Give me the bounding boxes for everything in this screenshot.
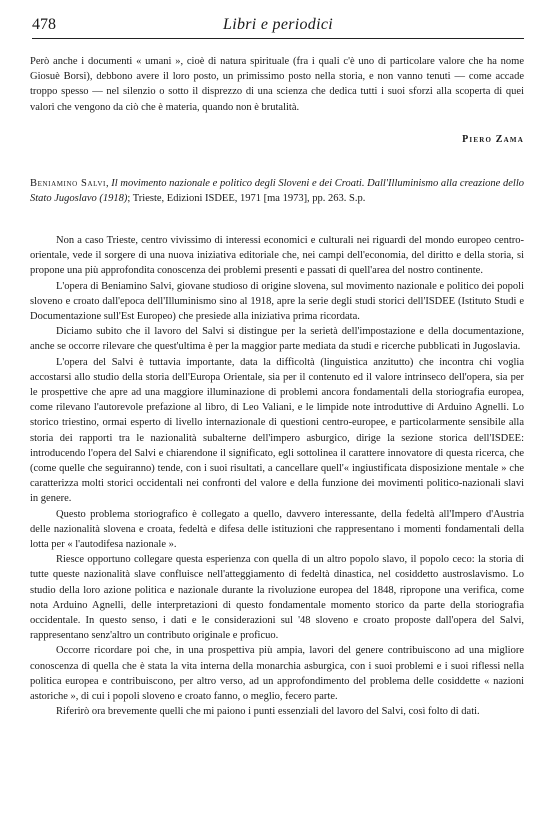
running-title: Libri e periodici <box>223 16 333 33</box>
previous-review-paragraph: Però anche i documenti « umani », cioè di natura spirituale (fra i quali c'è uno di particolare valore che ha nome Giosuè Borsi), debbono avere il loro posto, un primissimo posto nella storia, e non vanno tenuti — come accade troppo spesso — nel silenzio o sotto il disprezzo di una scienza che dedica tutti i suoi sforzi alla scoperta di quei valori che vengono da ciò che è materia, quando non è brutalità. <box>30 56 524 113</box>
review-paragraph: Non a caso Trieste, centro vivissimo di interessi economici e culturali nei riguardi del mondo europeo centro-orientale, vede il sorgere di una nuova iniziativa editoriale che, nei campi dell'economia, del diritto e della storia, si propone una più approfondita conoscenza dei problemi presenti e passati di quell'area del nostro continente. <box>30 235 524 277</box>
previous-review-ending <box>30 54 524 115</box>
reviewed-book-author: Beniamino Salvi <box>30 178 106 189</box>
review-citation: Beniamino Salvi, Il movimento nazionale e politico degli Sloveni e dei Croati. Dall'Illuminismo alla creazione dello Stato Jugoslavo (1918); Trieste, Edizioni ISDEE, 1971 [ma 1973], pp. 263. S.p. <box>30 178 525 204</box>
review-paragraph: L'opera di Beniamino Salvi, giovane studioso di origine slovena, sul movimento nazionale e politico dei popoli sloveno e croato dall'epoca dell'Illuminismo sino al 1918, apre la serie degli studi storici dell'ISDEE (Istituto Studi e Documentazione sull'Est Europeo) che presiede alla iniziativa prima ricordata. <box>30 280 524 323</box>
review-paragraph: L'opera del Salvi è tuttavia importante, data la difficoltà (linguistica anzitutto) che incontra chi voglia accostarsi allo studio della storia dell'Europa Orientale, sia per il contenuto ed il valore intrinseco dell'opera, sia per le prospettive che apre ad una maggiore illuminazione di problemi ancora fondamentali della storiografia europea, come rilevano l'autorevole prefazione al libro, di Leo Valiani, e le limpide note introduttive di Arduino Agnelli. Lo storico triestino, ormai esperto di livello internazionale di questioni centro-europee, e particolarmente sensibile alla storia dei rapporti tra le nazionalità subalterne dell'impero asburgico, dirige la sezione storica dell'ISDEE: introducendo l'opera del Salvi e chiarendone il significato, egli sottolinea il carattere innovatore di questa ricerca, che (come quelle che seguiranno) tende, con i suoi risultati, a cancellare quell'« ingiustificata disposizione mentale » che caratterizza molti storici occidentali nei confronti del valore e della funzione dei movimenti politico-nazionali slavi in genere. <box>30 356 524 505</box>
review-paragraph: Questo problema storiografico è collegato a quello, davvero interessante, della fedeltà all'Impero d'Austria delle nazionalità slovena e croata, fedeltà e difesa delle istituzioni che rappresentano i momenti fondamentali della lotta per « l'autodifesa nazionale ». <box>30 508 524 551</box>
reviewed-book-title: Il movimento nazionale e politico degli Sloveni e dei Croati. Dall'Illuminismo alla creazione dello Stato Jugoslavo (1918) <box>30 178 525 204</box>
reviewer-signature: Piero Zama <box>462 134 524 145</box>
review-paragraph: Diciamo subito che il lavoro del Salvi si distingue per la serietà dell'impostazione e della documentazione, anche se occorre rilevare che quest'ultima è per la maggior parte mediata da studi e ricerche pubblicati in Jugoslavia. <box>30 326 524 353</box>
review-paragraph: Riferirò ora brevemente quelli che mi paiono i punti essenziali del lavoro del Salvi, così folto di dati. <box>56 706 480 718</box>
review-paragraph: Occorre ricordare poi che, in una prospettiva più ampia, lavori del genere contribuiscono ad una migliore conoscenza di quella che è stata la vita interna della monarchia asburgica, con i suoi problemi e i suoi riflessi nella politica europea e contribuiscono, per altro verso, ad un approfondimento del problema delle cosiddette « nazioni astoriche », di cui i popoli sloveno e croato fanno, o meglio, fecero parte. <box>30 645 524 703</box>
running-header <box>32 16 524 39</box>
page-number: 478 <box>32 16 56 33</box>
reviewed-book-publication: ; Trieste, Edizioni ISDEE, 1971 [ma 1973], pp. 263. S.p. <box>127 193 366 204</box>
review-paragraph: Riesce opportuno collegare questa esperienza con quella di un altro popolo slavo, il popolo ceco: la storia di tutte queste nazionalità slave confluisce nell'atteggiamento di fedeltà dinastica, nel cosiddetto austroslavismo. Lo studio della loro azione politica e nazionale durante la rivoluzione europea del 1848, ripropone una verifica, come nota Arduino Agnelli, delle interpretazioni di questo fondamentale momento storico da parte della storiografia occidentale. In questo senso, i dati e le considerazioni sul '48 sloveno e croato proposte dall'opera del Salvi, rappresentano senz'altro un contributo originale e proficuo. <box>30 554 524 642</box>
review-body <box>30 233 524 720</box>
